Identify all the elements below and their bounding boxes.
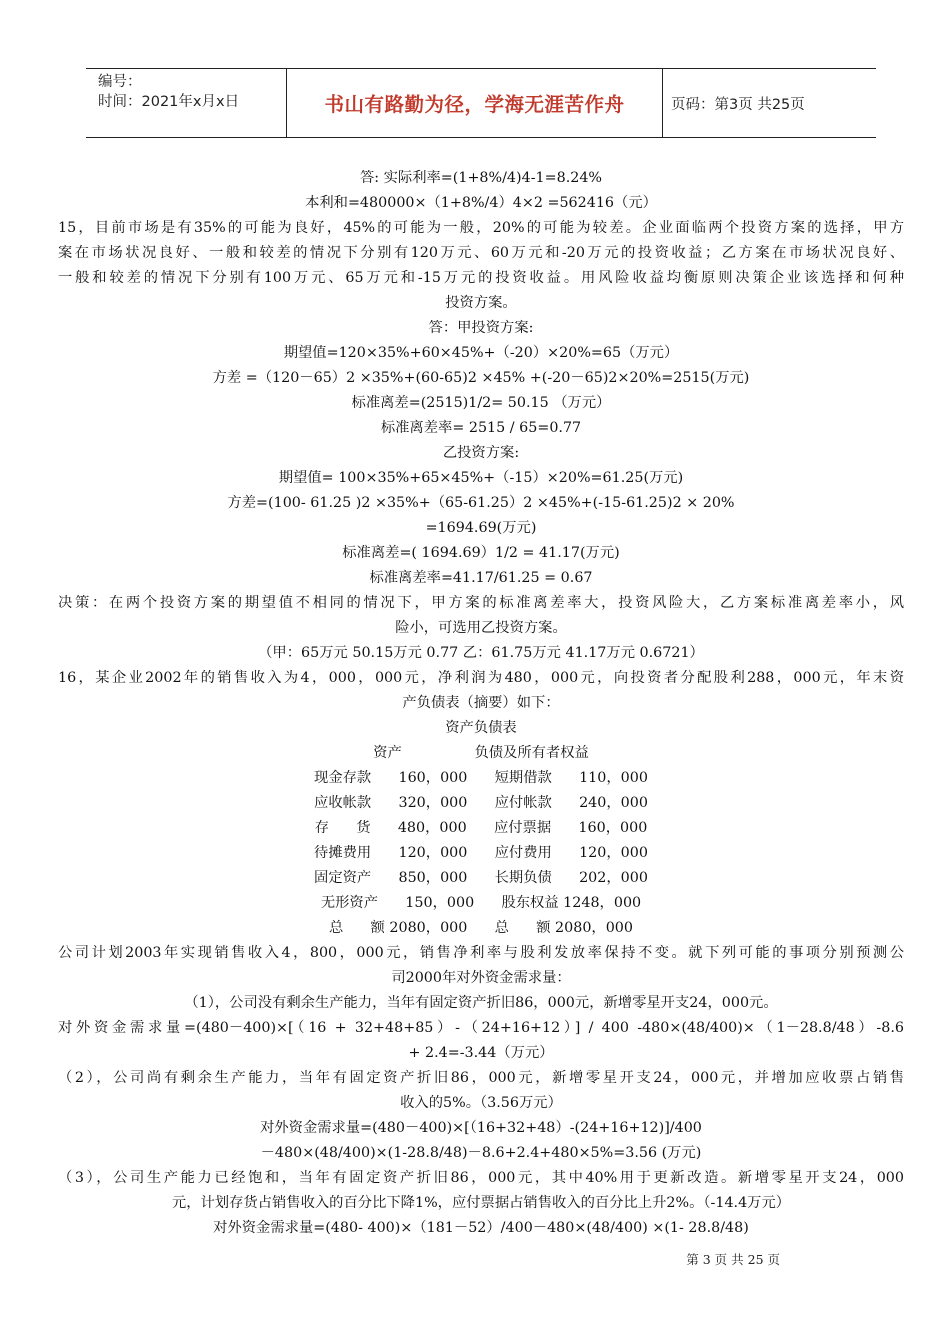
number-label: 编号： (98, 74, 142, 90)
text-line: + 2.4=-3.44（万元） (408, 1045, 554, 1061)
header-meta (98, 72, 239, 112)
text-line: 标准离差=( 1694.69）1/2 = 41.17(万元) (342, 545, 620, 561)
text-line: 对外资金需求量=(480－400)×[（16+32+48）-(24+16+12)]/400 (260, 1120, 702, 1136)
text-line: 对外资金需求量=(480－400)×[（16 + 32+48+85）-（24+16+12）] / 400 -480×(48/400)×（1－28.8/48）-8.6 (58, 1020, 904, 1036)
text-line: 乙投资方案: (442, 445, 520, 461)
text-line: 标准离差=(2515)1/2= 50.15 （万元） (351, 395, 611, 411)
text-line: 投资方案。 (445, 295, 517, 311)
text-line: 答: 实际利率=(1+8%/4)4-1=8.24% (359, 170, 603, 186)
text-line: 决策：在两个投资方案的期望值不相同的情况下，甲方案的标准离差率大，投资风险大，乙方案标准离差率小，风 (58, 595, 904, 611)
text-line: 案在市场状况良好、一般和较差的情况下分别有120万元、60万元和-20万元的投资收益；乙方案在市场状况良好、 (58, 245, 904, 261)
text-line: 本利和=480000×（1+8%/4）4×2 =562416（元） (305, 195, 657, 211)
text-line: －480×(48/400)×(1-28.8/48)－8.6+2.4+480×5%=3.56 (万元) (260, 1145, 702, 1161)
text-line: 方差 =（120－65）2 ×35%+(60-65)2 ×45% +(-20－65)2×20%=2515(万元) (212, 370, 750, 386)
document-body (58, 166, 904, 1241)
text-line: 资产负债表 (445, 720, 517, 736)
text-line: 险小，可选用乙投资方案。 (395, 620, 567, 636)
text-line: 方差=(100- 61.25 )2 ×35%+（65-61.25）2 ×45%+(-15-61.25)2 × 20% (227, 495, 735, 511)
text-line: 司2000年对外资金需求量： (391, 970, 571, 986)
text-line: 对外资金需求量=(480- 400)×（181－52）/400－480×(48/400) ×(1- 28.8/48) (213, 1220, 749, 1236)
text-line: 存 货 480，000 应付票据 160，000 (314, 820, 648, 836)
text-line: 一般和较差的情况下分别有100万元、65万元和-15万元的投资收益。用风险收益均衡原则决策企业该选择和何种 (58, 270, 904, 286)
text-line: 标准离差率=41.17/61.25 = 0.67 (369, 570, 593, 586)
text-line: 产负债表（摘要）如下： (402, 695, 560, 711)
text-line: 标准离差率= 2515 / 65=0.77 (380, 420, 582, 436)
text-line: 待摊费用 120，000 应付费用 120，000 (314, 845, 648, 861)
text-line: 元，计划存货占销售收入的百分比下降1%，应付票据占销售收入的百分比上升2%。（-14.4万元） (171, 1195, 791, 1211)
text-line: 期望值=120×35%+60×45%+（-20）×20%=65（万元） (283, 345, 679, 361)
page-header (86, 68, 876, 138)
text-line: 期望值= 100×35%+65×45%+（-15）×20%=61.25(万元) (278, 470, 684, 486)
text-line: 资产 负债及所有者权益 (373, 745, 589, 761)
text-line: （2），公司尚有剩余生产能力，当年有固定资产折旧86，000元，新增零星开支24，000元，并增加应收票占销售 (58, 1070, 904, 1086)
text-line: 应收帐款 320，000 应付帐款 240，000 (314, 795, 648, 811)
text-line: 固定资产 850，000 长期负债 202，000 (314, 870, 648, 886)
time-label: 时间：2021年x月x日 (98, 94, 240, 110)
text-line: （1），公司没有剩余生产能力，当年有固定资产折旧86，000元，新增零星开支24，000元。 (184, 995, 778, 1011)
text-line: =1694.69(万元) (425, 520, 537, 536)
text-line: 15，目前市场是有35%的可能为良好，45%的可能为一般，20%的可能为较差。企业面临两个投资方案的选择，甲方 (58, 220, 904, 236)
text-line: 现金存款 160，000 短期借款 110，000 (314, 770, 648, 786)
header-motto: 书山有路勤为径，学海无涯苦作舟 (286, 69, 663, 137)
text-line: 公司计划2003年实现销售收入4，800，000元，销售净利率与股利发放率保持不变。就下列可能的事项分别预测公 (58, 945, 904, 961)
text-line: 收入的5%。（3.56万元） (400, 1095, 562, 1111)
header-page-label: 页码：第3页 共25页 (671, 97, 805, 113)
text-line: （甲：65万元 50.15万元 0.77 乙：61.75万元 41.17万元 0.6721） (258, 645, 704, 661)
text-line: 16，某企业2002年的销售收入为4，000，000元，净利润为480，000元，向投资者分配股利288，000元，年末资 (58, 670, 904, 686)
text-line: （3），公司生产能力已经饱和，当年有固定资产折旧86，000元，其中40%用于更新改造。新增零星开支24，000 (58, 1170, 904, 1186)
text-line: 总 额 2080，000 总 额 2080，000 (328, 920, 634, 936)
text-line: 答：甲投资方案: (428, 320, 534, 336)
page-footer: 第 3 页 共 25 页 (686, 1252, 780, 1267)
text-line: 无形资产 150，000 股东权益 1248，000 (320, 895, 642, 911)
